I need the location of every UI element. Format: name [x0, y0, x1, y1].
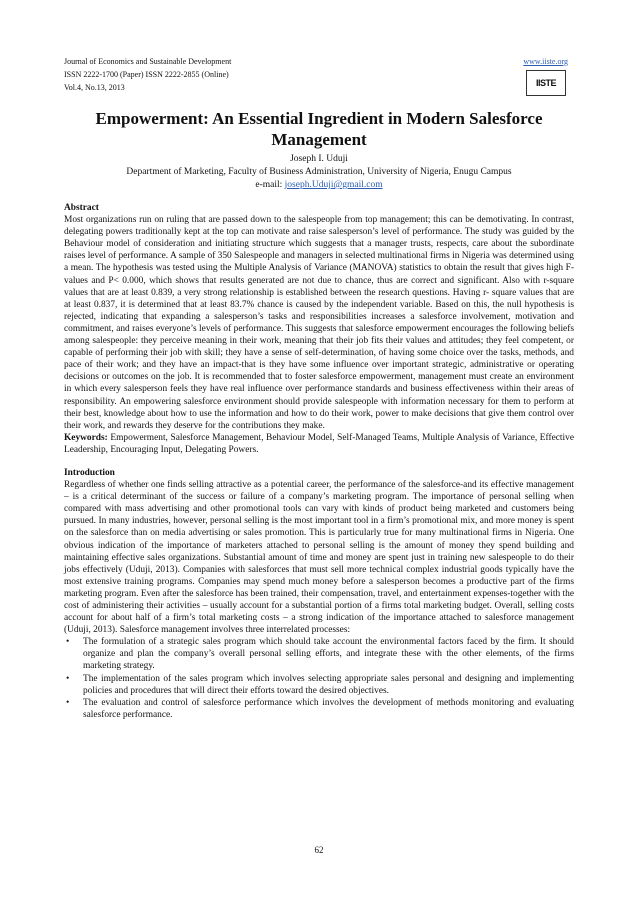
- journal-issn: ISSN 2222-1700 (Paper) ISSN 2222-2855 (Online): [64, 70, 229, 79]
- journal-url-link[interactable]: www.iiste.org: [523, 57, 568, 66]
- author-email-link[interactable]: joseph.Uduji@gmail.com: [284, 180, 383, 190]
- author-email-line: [64, 179, 574, 192]
- author-affiliation: Department of Marketing, Faculty of Business Administration, University of Nigeria, Enugu Campus: [126, 167, 512, 177]
- journal-name: Journal of Economics and Sustainable Development: [64, 57, 232, 66]
- process-list: [64, 636, 574, 721]
- keywords-line: [64, 432, 574, 456]
- journal-volume: Vol.4, No.13, 2013: [64, 83, 125, 92]
- page-number: 62: [314, 845, 324, 855]
- introduction-text: Regardless of whether one finds selling attractive as a potential career, the performance of the salesforce-and its effective management – is a critical determinant of the success or failure of a company’s marketing program. The importance of personal selling when compared with mass advertising and other promotional tools can vary with kinds of product being marketed and customers being pursued. In many industries, however, personal selling is the most important tool in a firm’s promotional mix, and more money is spent on the salesforce than on media advertising or sales promotion. This is particularly true for many multinational firms in Nigeria. One obvious indication of the importance of marketers attached to personal selling is the amount of money they spend building and maintaining effective sales organizations. Substantial amount of time and money are spent just in training new salespeople to do their jobs effectively (Uduji, 2013). Companies with salesforces that must sell more technical complex industrial goods typically have the most extensive training programs. Companies may spend much money before a salesperson becomes a productive part of the firms marketing program. Even after the salesforce has been trained, their compensation, travel, and entertainment expenses-together with the cost of administering their activities – usually account for a substantial portion of a firms total marketing budget. Overall, selling costs account for about half of a firm’s total marketing costs – a strong indication of the importance attached to salesforce management (Uduji, 2013). Salesforce management involves three interrelated processes:: [64, 480, 574, 636]
- keywords-text: Empowerment, Salesforce Management, Behaviour Model, Self-Managed Teams, Multiple Analysis of Variance, Effective Leadership, Encouraging Input, Delegating Powers.: [64, 432, 574, 455]
- list-item: • The evaluation and control of salesforce performance which involves the development of methods monitoring and evaluating salesforce performance.: [64, 697, 574, 721]
- abstract-text: Most organizations run on ruling that are passed down to the salespeople from top management; this can be demotivating. In contrast, delegating powers traditionally kept at the top can motivate and raise salesperson’s level of performance. The study was guided by the Behaviour model of consideration and initiating structure which suggests that a manager trusts, respects, care about the subordinate raises level of performance. A sample of 350 Salespeople and managers in selected multinational firms in Nigeria was determined using a mean. The hypothesis was tested using the Multiple Analysis of Variance (MANOVA) statistics to obtain the result that gives high F-values and P< 0.000, which shows that results generated are not due to chance, thus are correct and significant. Also with r-square values that are at least 0.839, a very strong relationship is established between the research questions. Having r- square values that are at least 0.837, it is determined that at least 83.7% chance is caused by the independent variable. Based on this, the null hypothesis is rejected, indicating that expanding a salesperson’s tasks and responsibilities increases a salesforce involvement, motivation and commitment, and raises everyone’s levels of performance. This suggests that salesforce empowerment encourages the following beliefs among salespeople: they perceive meaning in their work, meaning that their job fits their values and attitudes; they feel competent, or capable of performing their job with skill; they have a sense of self-determination, of having some choice over the tasks, methods, and pace of their work; and they have an impact-that is they have some influence over important strategic, administrative or operating decisions or outcomes on the job. It is recommended that to foster salesforce empowerment, management must create an environment in which every salesperson feels they have real influence over performance standards and business effectiveness within their areas of responsibility. An empowering salesforce environment should provide salespeople with information necessary for them to perform at their best, knowledge about how to use the information and how to do their work, power to make decisions that give them control over their work, and rewards they deserve for the contributions they make.: [64, 215, 574, 431]
- iiste-logo: [526, 70, 566, 96]
- author-block: [64, 153, 574, 192]
- paper-body: [64, 202, 574, 721]
- keywords-label: Keywords:: [64, 432, 111, 443]
- abstract-heading: Abstract: [64, 203, 99, 213]
- paper-title: Empowerment: An Essential Ingredient in Modern Salesforce Management: [95, 109, 543, 149]
- list-item: • The formulation of a strategic sales program which should take account the environmental factors faced by the firm. It should organize and plan the company’s overall personal selling efforts, and integrate these with the other elements, of the firms marketing strategy.: [64, 636, 574, 672]
- journal-header: [64, 55, 568, 94]
- iiste-logo-text: IISTE: [535, 78, 556, 88]
- introduction-heading: Introduction: [64, 467, 115, 478]
- list-item: • The implementation of the sales program which involves selecting appropriate sales personal and designing and implementing policies and procedures that will direct their efforts toward the desired objectives.: [64, 673, 574, 697]
- email-label: e-mail:: [255, 180, 285, 190]
- author-name: Joseph I. Uduji: [290, 154, 348, 164]
